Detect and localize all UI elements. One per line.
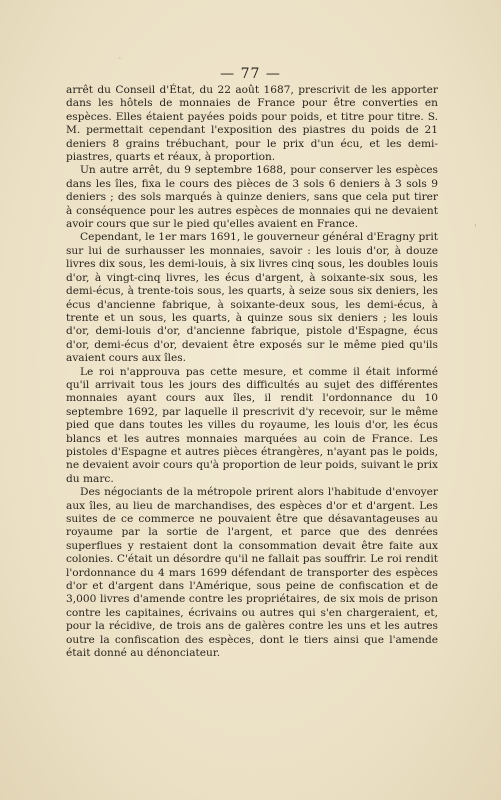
margin-mark: ' (474, 224, 477, 234)
paragraph-3: Cependant, le 1er mars 1691, le gouverneur général d'Eragny prit sur lui de surhausser les monnaies, savoir : les louis d'or, à douze livres dix sous, les demi-louis, à six livres cinq sous, les doubles louis d'or, à vingt-cinq livres, les écus d'argent, à soixante-six sous, les demi-écus, à trente-tois sous, les quarts, à seize sous six deniers, les écus d'ancienne fabrique, à soixante-deux sous, les demi-écus, à trente et un sous, les quarts, à quinze sous six deniers ; les louis d'or, demi-louis d'or, d'ancienne fabrique, pistole d'Espagne, écus d'or, demi-écus d'or, devaient être exposés sur le même pied qu'ils avaient cours aux îles. (66, 231, 438, 365)
paper-speck: ` (118, 58, 123, 68)
page-number: — 77 — (220, 66, 281, 82)
paragraph-2: Un autre arrêt, du 9 septembre 1688, pour conserver les espèces dans les îles, fixa le cours des pièces de 3 sols 6 deniers à 3 sols 9 deniers ; des sols marqués à quinze deniers, sans que cela put tirer à conséquence pour les autres espèces de monnaies qui ne devaient avoir cours que sur le pied qu'elles avaient en France. (66, 164, 438, 231)
paragraph-5: Des négociants de la métropole prirent alors l'habitude d'envoyer aux îles, au lieu de marchandises, des espèces d'or et d'argent. Les suites de ce commerce ne pouvaient être que désavantageuses au royaume par la sortie de l'argent, et parce que des denrées superflues y restaient dont la consommation devait être faite aux colonies. C'était un désordre qu'il ne fallait pas souffrir. Le roi rendit l'ordonnance du 4 mars 1699 défendant de transporter des espèces d'or et d'argent dans l'Amérique, sous peine de confiscation et de 3,000 livres d'amende contre les propriétaires, de six mois de prison contre les capitaines, écrivains ou autres qui s'en chargeraient, et, pour la récidive, de trois ans de galères contre les uns et les autres outre la confiscation des espèces, dont le tiers ainsi que l'amende était donné au dénonciateur. (66, 486, 438, 660)
paragraph-1: arrêt du Conseil d'État, du 22 août 1687, prescrivit de les apporter dans les hôtels de monnaies de France pour être converties en espèces. Elles étaient payées poids pour poids, et titre pour titre. S. M. permettait cependant l'exposition des piastres du poids de 21 deniers 8 grains trébuchant, pour le prix d'un écu, et les demi-piastres, quarts et réaux, à proportion. (66, 84, 438, 164)
paragraph-4: Le roi n'approuva pas cette mesure, et comme il était informé qu'il arrivait tous les jours des difficultés au sujet des différentes monnaies ayant cours aux îles, il rendit l'ordonnance du 10 septembre 1692, par laquelle il prescrivit d'y recevoir, sur le même pied que dans toutes les villes du royaume, les louis d'or, les écus blancs et les autres monnaies marquées au coin de France. Les pistoles d'Espagne et autres pièces étrangères, n'ayant pas le poids, ne devaient avoir cours qu'à proportion de leur poids, suivant le prix du marc. (66, 365, 438, 485)
body-text (66, 84, 438, 660)
